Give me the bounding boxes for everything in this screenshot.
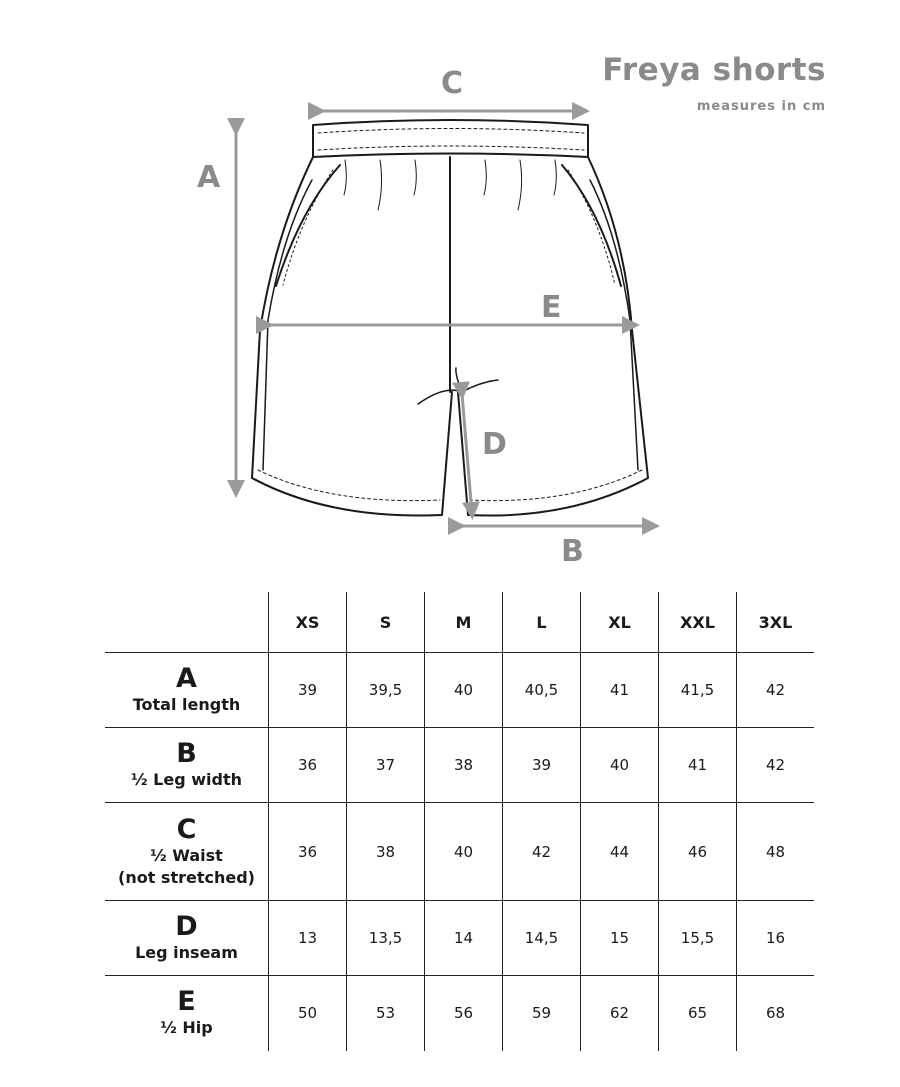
table-cell: 36 [269, 803, 347, 901]
size-header: XL [581, 592, 659, 653]
row-label [105, 901, 269, 976]
label-c: C [441, 66, 464, 101]
row-name: ½ Hip [160, 1018, 213, 1038]
row-label [105, 728, 269, 803]
table-cell: 40 [581, 728, 659, 803]
left-leg-outline [252, 157, 452, 516]
label-a: A [197, 160, 221, 195]
row-name: Leg inseam [135, 943, 238, 962]
page-title: Freya shorts [602, 52, 826, 88]
table-cell: 16 [737, 901, 815, 976]
table-cell: 14 [425, 901, 503, 976]
table-cell: 41 [659, 728, 737, 803]
table-cell: 68 [737, 976, 815, 1051]
size-header: M [425, 592, 503, 653]
size-table [105, 592, 814, 1051]
table-cell: 53 [347, 976, 425, 1051]
size-header: 3XL [737, 592, 815, 653]
table-cell: 13 [269, 901, 347, 976]
row-label [105, 653, 269, 728]
row-letter: D [175, 911, 198, 942]
table-cell: 39 [503, 728, 581, 803]
row-letter: E [177, 986, 196, 1018]
table-cell: 56 [425, 976, 503, 1051]
size-header: XXL [659, 592, 737, 653]
table-cell: 65 [659, 976, 737, 1051]
row-name: Total length [132, 695, 241, 714]
table-cell: 59 [503, 976, 581, 1051]
row-letter: C [176, 813, 197, 845]
size-header: S [347, 592, 425, 653]
table-cell: 39 [269, 653, 347, 728]
label-d: D [482, 427, 507, 462]
table-cell: 48 [737, 803, 815, 901]
shorts-outline [252, 120, 648, 516]
table-cell: 44 [581, 803, 659, 901]
table-cell: 41 [581, 653, 659, 728]
table-corner [105, 592, 269, 653]
row-label [105, 976, 269, 1051]
table-cell: 14,5 [503, 901, 581, 976]
size-header: L [503, 592, 581, 653]
table-cell: 42 [503, 803, 581, 901]
row-name: ½ Leg width [131, 770, 242, 789]
table-cell: 42 [737, 728, 815, 803]
table-cell: 62 [581, 976, 659, 1051]
size-header: XS [269, 592, 347, 653]
table-cell: 37 [347, 728, 425, 803]
table-cell: 38 [425, 728, 503, 803]
row-letter: A [176, 663, 197, 694]
table-cell: 46 [659, 803, 737, 901]
size-header-row [105, 592, 814, 653]
table-cell: 39,5 [347, 653, 425, 728]
page-subtitle: measures in cm [696, 99, 826, 114]
table-row [105, 653, 814, 728]
table-cell: 50 [269, 976, 347, 1051]
label-e: E [541, 290, 562, 325]
table-cell: 36 [269, 728, 347, 803]
table-cell: 40,5 [503, 653, 581, 728]
row-name-note: (not stretched) [118, 867, 255, 887]
measure-lines [236, 111, 654, 526]
table-row [105, 901, 814, 976]
row-label [105, 803, 269, 901]
table-cell: 40 [425, 653, 503, 728]
row-name: ½ Waist [150, 845, 223, 865]
label-b: B [561, 534, 584, 569]
table-cell: 15 [581, 901, 659, 976]
table-cell: 40 [425, 803, 503, 901]
table-cell: 38 [347, 803, 425, 901]
table-cell: 41,5 [659, 653, 737, 728]
table-row [105, 976, 814, 1051]
table-cell: 13,5 [347, 901, 425, 976]
row-letter: B [176, 738, 197, 769]
table-row [105, 728, 814, 803]
table-cell: 15,5 [659, 901, 737, 976]
waistband [313, 120, 588, 157]
table-cell: 42 [737, 653, 815, 728]
table-row [105, 803, 814, 901]
